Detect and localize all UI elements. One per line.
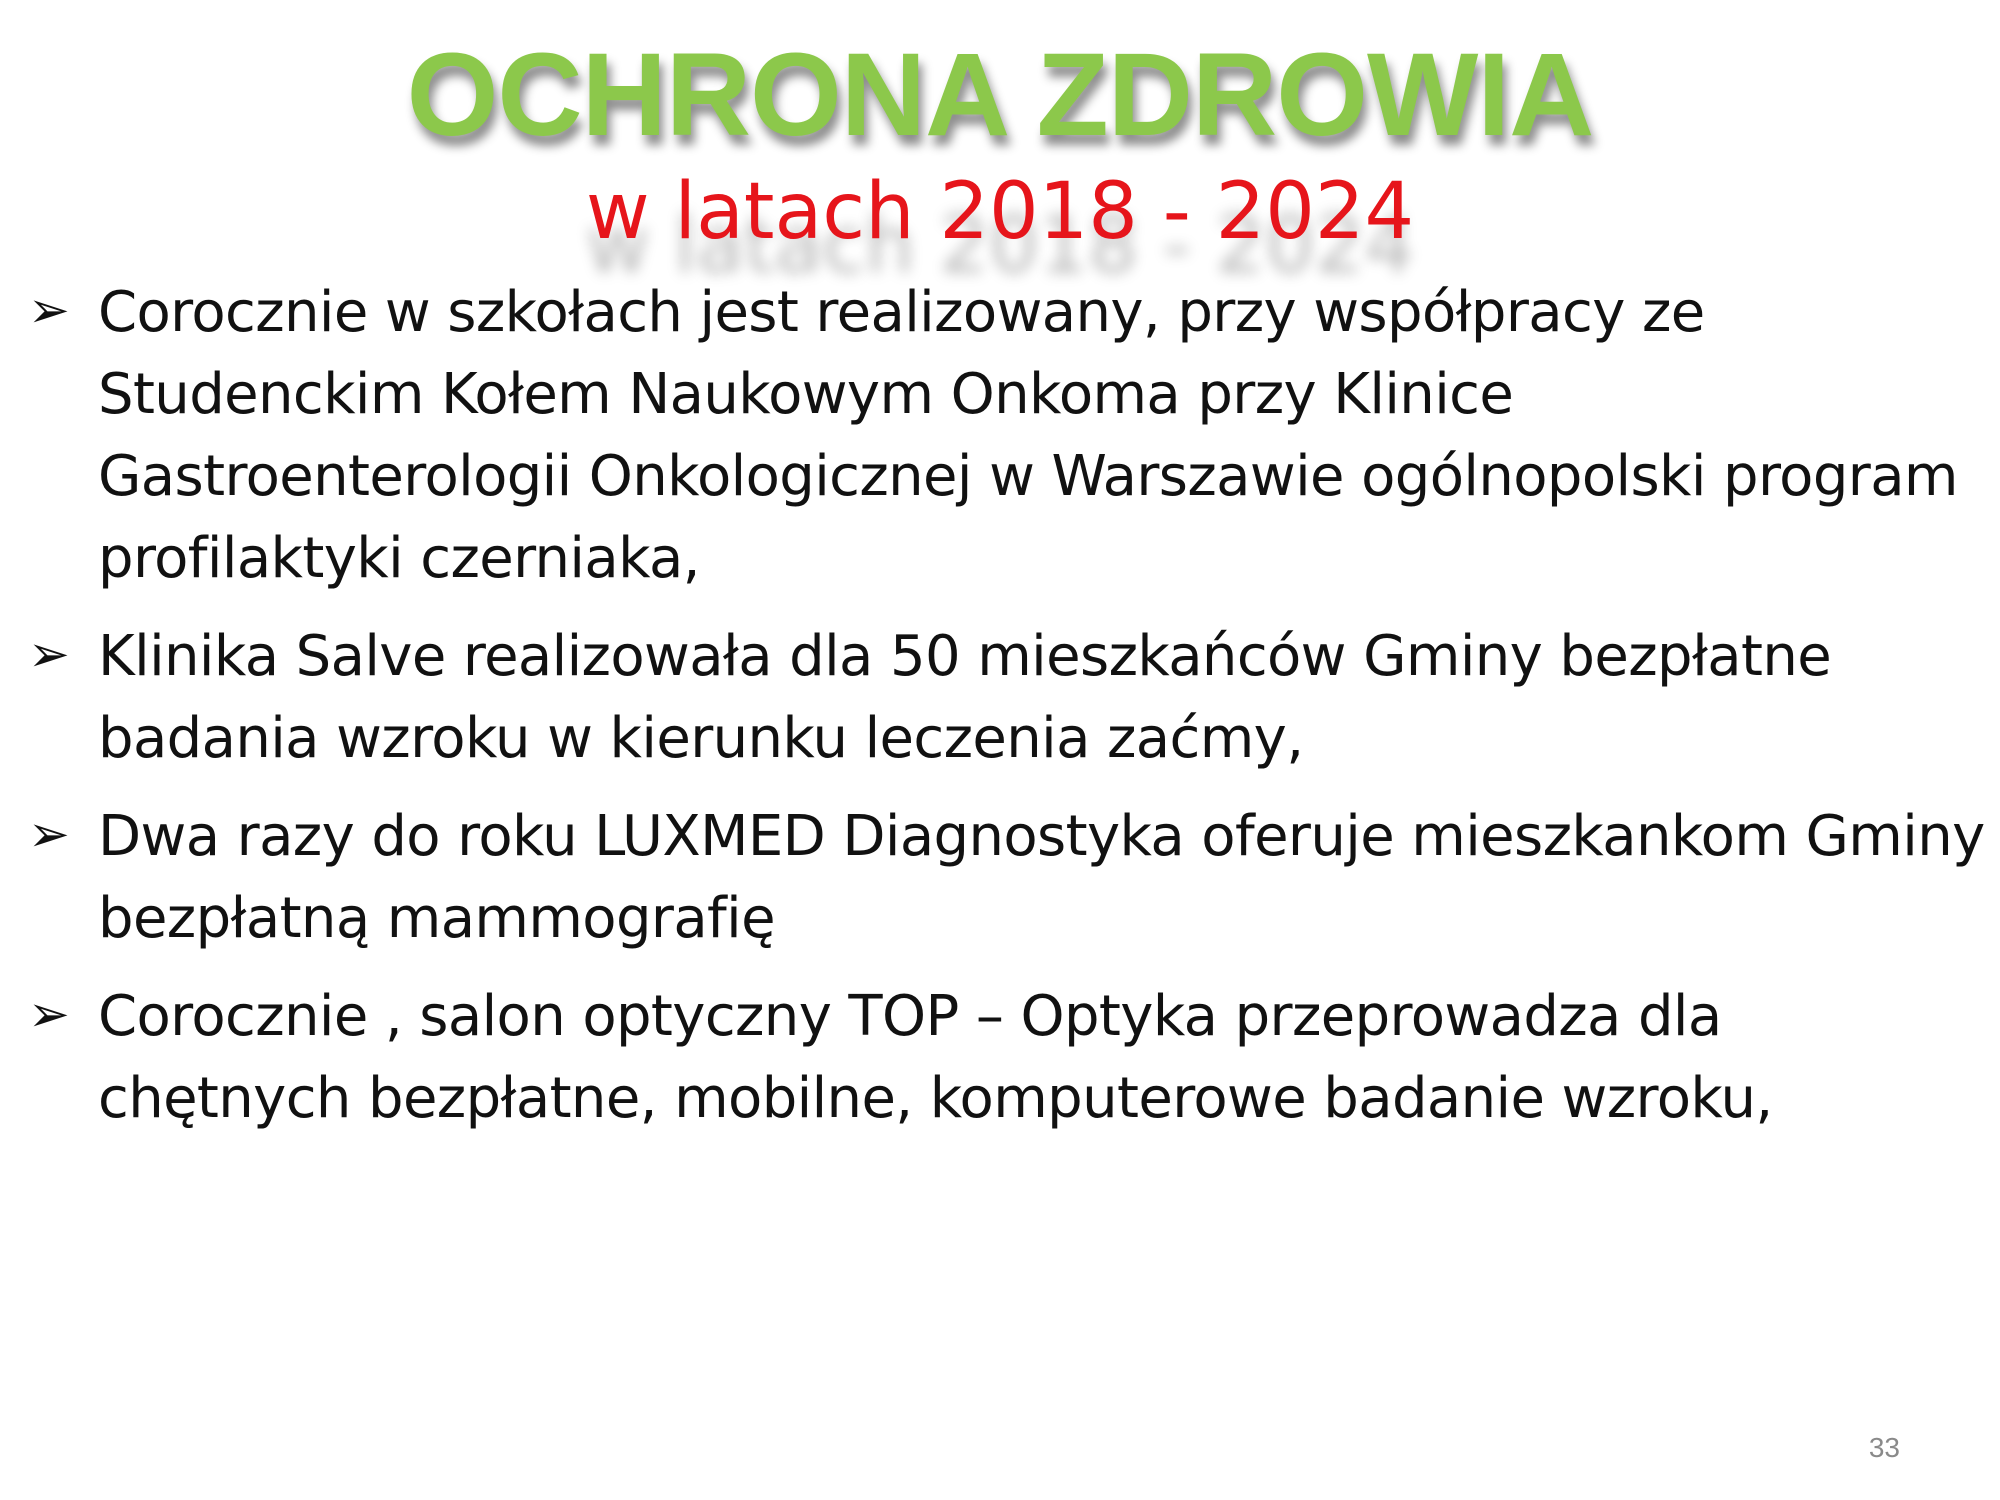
- bullet-item: [26, 796, 1986, 960]
- bullet-item: [26, 976, 1986, 1140]
- bullet-item: [26, 272, 1986, 600]
- slide-subtitle: w latach 2018 - 2024: [585, 167, 1415, 257]
- slide-title: OCHRONA ZDROWIA: [406, 29, 1594, 161]
- bullet-item: [26, 616, 1986, 780]
- arrowhead-bullet-icon: ➢: [28, 281, 70, 339]
- bullet-text: Corocznie , salon optyczny TOP – Optyka przeprowadza dla chętnych bezpłatne, mobilne, komputerowe badanie wzroku,: [98, 984, 1773, 1131]
- bullet-list: [26, 272, 1986, 1156]
- bullet-text: Klinika Salve realizowała dla 50 mieszkańców Gminy bezpłatne badania wzroku w kierunku leczenia zaćmy,: [98, 624, 1832, 771]
- bullet-text: Dwa razy do roku LUXMED Diagnostyka oferuje mieszkankom Gminy bezpłatną mammografię: [98, 804, 1985, 951]
- arrowhead-bullet-icon: ➢: [28, 985, 70, 1043]
- page-number: 33: [1868, 1432, 1900, 1463]
- bullet-text: Corocznie w szkołach jest realizowany, przy współpracy ze Studenckim Kołem Naukowym Onkoma przy Klinice Gastroenterologii Onkologicznej w Warszawie ogólnopolski program profilaktyki czerniaka,: [98, 280, 1958, 591]
- arrowhead-bullet-icon: ➢: [28, 625, 70, 683]
- arrowhead-bullet-icon: ➢: [28, 805, 70, 863]
